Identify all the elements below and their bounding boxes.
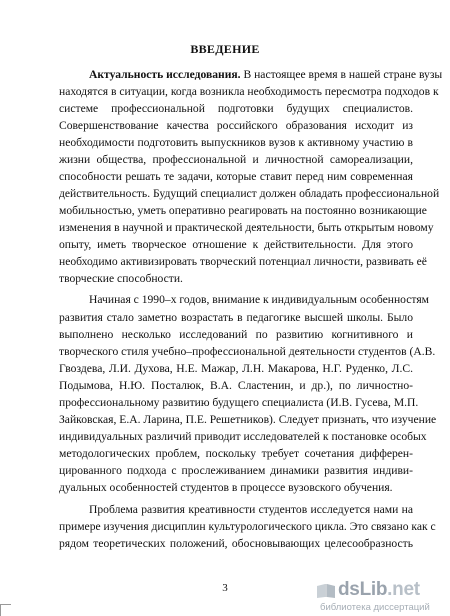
paragraph-2-line: методологических проблем, поскольку требует сочетания дифферен- [59, 447, 413, 460]
paragraph-2-line: выполнено несколько исследований по развитию когнитивного и [59, 328, 413, 341]
paragraph-3-line: примере изучения дисциплин культурологического цикла. Это связано как с [59, 520, 436, 533]
page-corner-mark [0, 604, 11, 616]
paragraph-1-line: действительность. Будущий специалист должен обладать профессиональной [59, 187, 440, 200]
page-number: 3 [222, 582, 228, 594]
paragraph-2-line: дуальных особенностей студентов в процессе вузовского обучения. [59, 481, 393, 494]
paragraph-1-line: Совершенствование качества российского образования исходит из [59, 119, 413, 132]
book-icon [316, 583, 336, 599]
paragraph-2-line: цированного подхода с прослеживанием динамики развития индиви- [59, 464, 413, 477]
paragraph-2-line: профессиональному развитию будущего специалиста (И.В. Гусева, М.П. [59, 396, 419, 409]
paragraph-2-line: индивидуальных различий приводит исследователей к постановке особых [59, 430, 427, 443]
watermark-logo-main: dsLib [338, 579, 388, 600]
paragraph-2-line: Гвоздева, Л.И. Духова, Н.Е. Мажар, Л.Н. Макарова, Н.Г. Руденко, Л.С. [59, 362, 413, 375]
paragraph-2-line: развития стало заметно возрастать в педагогике высшей школы. Было [59, 311, 413, 324]
watermark[interactable] [312, 577, 450, 615]
paragraph-1-line: находятся в ситуации, когда возникла необходимость пересмотра подходов к [59, 85, 439, 98]
paragraph-2-line: Зайковская, Е.А. Ларина, П.Е. Решетников). Следует признать, что изучение [59, 413, 437, 426]
paragraph-1-line: мобильностью, уметь оперативно реагировать на постоянно возникающие [59, 204, 427, 217]
paragraph-1-line: изменения в научной и практической деятельности, быть открытым новому [59, 221, 434, 234]
paragraph-1-line: системе профессиональной подготовки будущих специалистов. [59, 102, 413, 115]
paragraph-1-line: необходимости подготовить выпускников вузов к активному участию в [59, 136, 413, 149]
paragraph-2-line: Подымова, Н.Ю. Посталюк, В.А. Сластенин, и др.), по личностно- [59, 379, 413, 392]
paragraph-1-line: опыту, иметь творческое отношение к действительности. Для этого [59, 238, 413, 251]
paragraph-1-line: способности решать те задачи, которые ставит перед ним современная [59, 170, 413, 183]
paragraph-2-line: творческого стиля учебно–профессиональной деятельности студентов (А.В. [59, 345, 436, 358]
watermark-logo [338, 579, 420, 601]
page-title: ВВЕДЕНИЕ [190, 42, 260, 56]
paragraph-1-line [89, 68, 443, 82]
paragraph-1-line: творческие способности. [59, 272, 183, 285]
line-text: В настоящее время в нашей стране вузы [240, 68, 443, 81]
watermark-logo-suffix: .net [387, 579, 420, 600]
section-lead: Актуальность исследования. [89, 68, 241, 81]
paragraph-3-line: рядом теоретических положений, обосновывающих целесообразность [59, 537, 413, 550]
paragraph-1-line: необходимо активизировать творческий потенциал личности, развивать её [59, 255, 427, 268]
paragraph-2-line: Начиная с 1990–х годов, внимание к индивидуальным особенностям [89, 293, 429, 306]
paragraph-1-line: жизни общества, профессиональной и личностной самореализации, [59, 153, 413, 166]
paragraph-3-line: Проблема развития креативности студентов исследуется нами на [89, 503, 413, 516]
watermark-subtitle: библиотека диссертаций [320, 602, 430, 613]
